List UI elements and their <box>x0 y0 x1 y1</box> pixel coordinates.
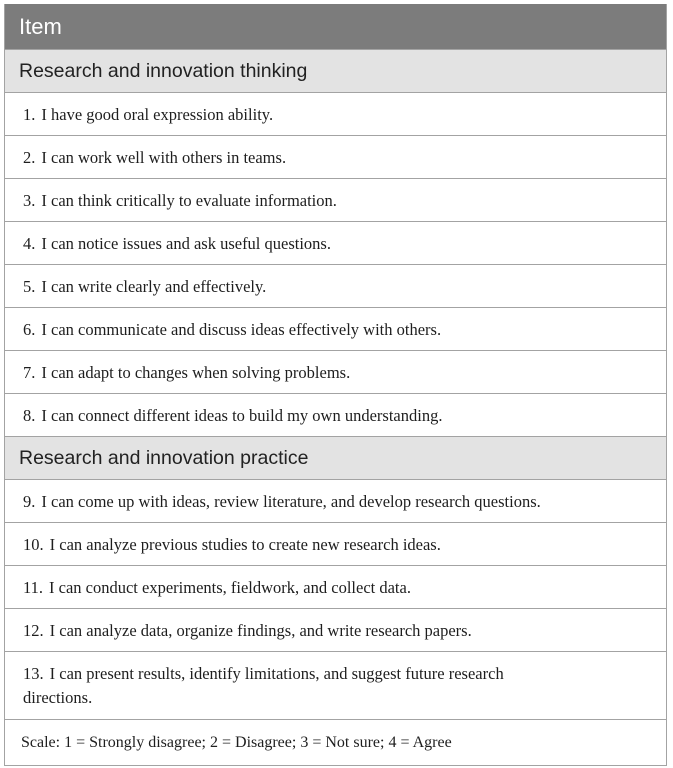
item-text: I can think critically to evaluate information. <box>41 191 337 210</box>
item-text: I can adapt to changes when solving problems. <box>41 363 351 382</box>
table-row <box>5 178 666 221</box>
item-number: 10. <box>23 535 44 554</box>
table-row <box>5 221 666 264</box>
table-row <box>5 135 666 178</box>
item-text: I have good oral expression ability. <box>41 105 274 124</box>
item-number: 12. <box>23 621 44 640</box>
item-number: 8. <box>23 406 36 425</box>
table-header-item: Item <box>5 4 666 49</box>
table-row <box>5 608 666 651</box>
item-number: 4. <box>23 234 36 253</box>
item-number: 13. <box>23 664 44 683</box>
section-header-practice: Research and innovation practice <box>5 436 666 479</box>
table-row <box>5 92 666 135</box>
item-text: I can connect different ideas to build my own understanding. <box>41 406 443 425</box>
item-text: I can communicate and discuss ideas effectively with others. <box>41 320 442 339</box>
item-text <box>23 662 543 710</box>
table-row <box>5 522 666 565</box>
table-row <box>5 565 666 608</box>
item-text: I can conduct experiments, fieldwork, and collect data. <box>49 578 411 597</box>
table-row <box>5 479 666 522</box>
item-number: 9. <box>23 492 36 511</box>
table-row <box>5 651 666 719</box>
item-text: I can write clearly and effectively. <box>41 277 267 296</box>
table-row <box>5 350 666 393</box>
table-row <box>5 393 666 436</box>
item-table <box>4 4 667 766</box>
item-number: 5. <box>23 277 36 296</box>
item-number: 1. <box>23 105 36 124</box>
item-number: 6. <box>23 320 36 339</box>
item-number: 2. <box>23 148 36 167</box>
item-text: I can notice issues and ask useful questions. <box>41 234 331 253</box>
item-text: I can come up with ideas, review literature, and develop research questions. <box>41 492 541 511</box>
table-row <box>5 264 666 307</box>
item-number: 3. <box>23 191 36 210</box>
table-row <box>5 307 666 350</box>
item-text: I can work well with others in teams. <box>41 148 287 167</box>
item-text-content: I can present results, identify limitations, and suggest future research directions. <box>23 664 504 707</box>
item-text: I can analyze data, organize findings, and write research papers. <box>49 621 472 640</box>
item-number: 11. <box>23 578 44 597</box>
scale-footnote: Scale: 1 = Strongly disagree; 2 = Disagree; 3 = Not sure; 4 = Agree <box>5 719 666 765</box>
item-text: I can analyze previous studies to create new research ideas. <box>49 535 441 554</box>
item-number: 7. <box>23 363 36 382</box>
section-header-thinking: Research and innovation thinking <box>5 49 666 92</box>
